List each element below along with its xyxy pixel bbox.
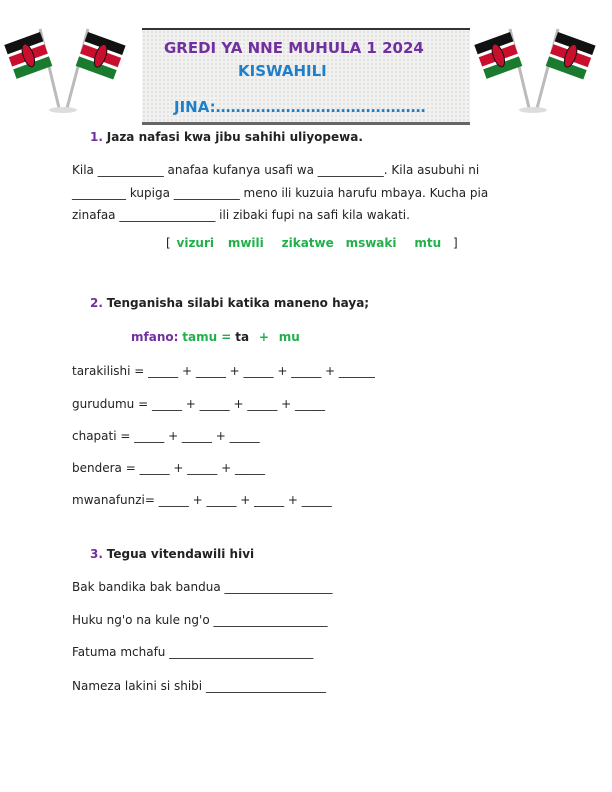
q3-item: Nameza lakini si shibi ____________________ — [72, 679, 326, 693]
word-bank-item: zikatwe — [281, 236, 334, 250]
word-bank — [166, 236, 458, 250]
word-bank-item: mswaki — [345, 236, 397, 250]
example-plus: + — [258, 330, 269, 344]
q3-heading — [90, 547, 254, 561]
kenya-flags-right-icon — [470, 14, 610, 114]
bracket: ] — [452, 236, 458, 250]
exam-title: GREDI YA NNE MUHULA 1 2024 — [164, 39, 424, 57]
q2-item: chapati = _____ + _____ + _____ — [72, 429, 260, 443]
word-bank-item: mwili — [227, 236, 264, 250]
q2-item: bendera = _____ + _____ + _____ — [72, 461, 265, 475]
bracket: [ — [166, 236, 171, 250]
q3-instruction: Tegua vitendawili hivi — [106, 547, 255, 561]
example-syllable: ta — [235, 330, 250, 344]
example-syllable: mu — [278, 330, 300, 344]
q2-item: tarakilishi = _____ + _____ + _____ + _____ + ______ — [72, 364, 375, 378]
word-bank-item: mtu — [414, 236, 442, 250]
q1-line: zinafaa ________________ ili zibaki fupi na safi kila wakati. — [72, 208, 410, 222]
word-bank-item: vizuri — [176, 236, 215, 250]
name-field[interactable]: JINA:…………………………………… — [174, 98, 426, 116]
q3-number: 3. — [90, 547, 103, 561]
header-banner — [142, 28, 470, 125]
q1-number: 1. — [90, 130, 103, 144]
q2-item: mwanafunzi= _____ + _____ + _____ + _____ — [72, 493, 332, 507]
example-word: tamu = — [182, 330, 232, 344]
q3-item: Bak bandika bak bandua __________________ — [72, 580, 333, 594]
q2-heading — [90, 296, 369, 310]
q1-instruction: Jaza nafasi kwa jibu sahihi uliyopewa. — [106, 130, 363, 144]
example — [131, 330, 300, 344]
q2-item: gurudumu = _____ + _____ + _____ + _____ — [72, 397, 326, 411]
subject-title: KISWAHILI — [238, 62, 327, 80]
q2-instruction: Tenganisha silabi katika maneno haya; — [106, 296, 370, 310]
q3-item: Fatuma mchafu ________________________ — [72, 645, 314, 659]
q1-line: Kila ___________ anafaa kufanya usafi wa ___________. Kila asubuhi ni — [72, 163, 480, 177]
q1-line: _________ kupiga ___________ meno ili kuzuia harufu mbaya. Kucha pia — [72, 186, 489, 200]
q1-heading — [90, 130, 363, 144]
example-label: mfano: — [131, 330, 179, 344]
kenya-flags-left-icon — [0, 14, 140, 114]
q2-number: 2. — [90, 296, 103, 310]
q3-item: Huku ng'o na kule ng'o ___________________ — [72, 613, 328, 627]
